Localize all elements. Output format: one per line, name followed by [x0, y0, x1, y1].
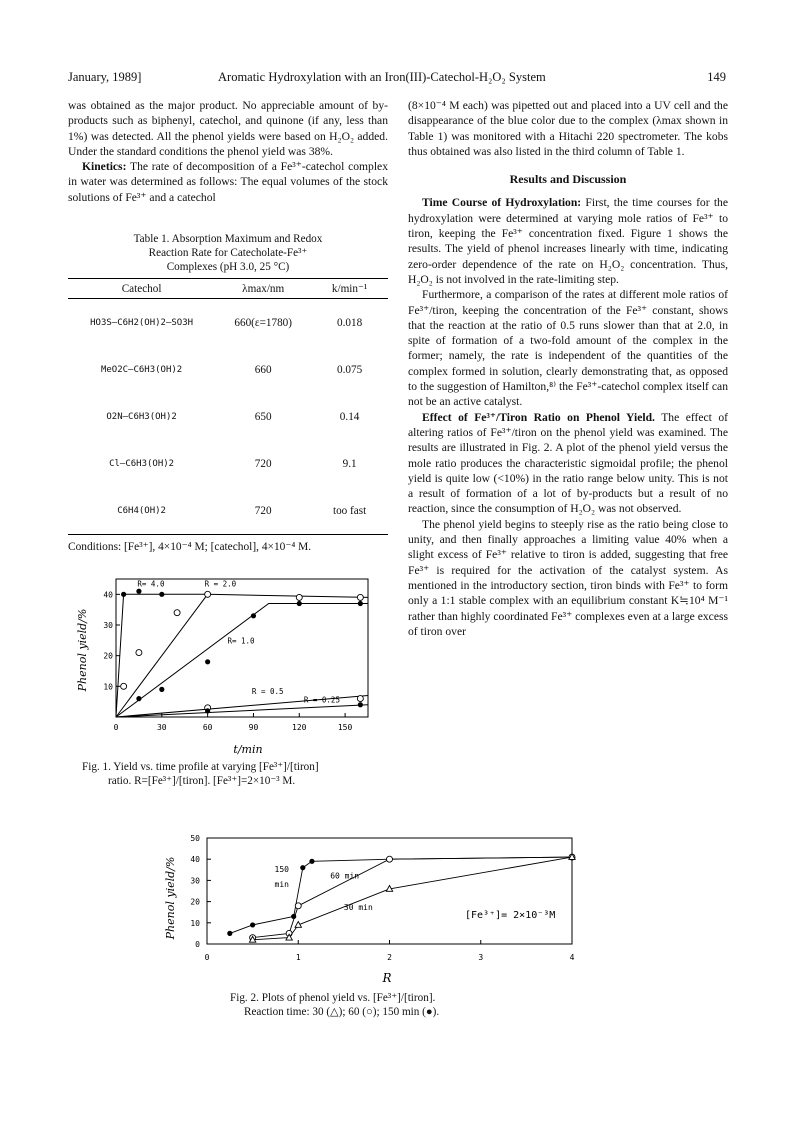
k-value: 0.018	[337, 316, 363, 329]
fig1-x-tick-label: 30	[156, 723, 167, 732]
fig2-y-tick-label: 40	[190, 855, 200, 865]
header-page-number: 149	[707, 70, 726, 84]
fig1-data-point	[159, 592, 164, 597]
comparison-paragraph: Furthermore, a comparison of the rates at different mole ratios of Fe³⁺/tiron, keeping the concentration of the Fe³⁺ constant, shows that the reaction at the ratio of 0.5 runs slower than that at 2.0, in spite of formation of a two-fold amount of the complex in the former; namely, the rate is independent of the quantities of the complex formed in solution, clearly demonstrating that, as opposed to the suggestion of Hamilton,⁸⁾ the Fe³⁺-catechol complex itself can not be an active catalyst.	[408, 288, 728, 409]
k-value: 9.1	[342, 457, 357, 470]
fig2-x-tick-label: 4	[569, 953, 575, 962]
fig1-series-label: R = 0.25	[303, 695, 340, 705]
fig1-data-point	[251, 613, 256, 618]
fig2-label-60: 60 min	[330, 871, 360, 881]
fig2-data-point	[250, 922, 255, 927]
figure-1-chart	[68, 565, 388, 760]
fig1-data-point	[297, 601, 302, 606]
fig2-y-tick-label: 10	[190, 918, 200, 928]
fig2-marks	[227, 854, 575, 942]
fig2-data-point	[227, 931, 232, 936]
fig1-x-tick-label: 90	[248, 723, 259, 732]
lambda-value: 650	[254, 410, 272, 423]
fig1-series-label: R = 0.5	[251, 687, 284, 696]
fig2-x-axis-label: R	[382, 971, 392, 985]
header-k: k/min⁻¹	[311, 279, 388, 299]
right-paragraph-1: (8×10⁻⁴ M each) was pipetted out and placed into a UV cell and the disappearance of the blue color due to the complex (λmax shown in Table 1) was monitored with a Hitachi 220 spectrometer. The kobs thus obtained was also listed in the third column of Table 1.	[408, 99, 728, 158]
fig1-data-point	[136, 589, 141, 594]
table-row	[68, 346, 388, 393]
fig1-series-label: R = 2.0	[204, 579, 237, 589]
fig1-data-point	[358, 702, 363, 707]
fig2-y-tick-label: 30	[190, 876, 200, 886]
fig1-data-point	[159, 687, 164, 692]
time-course-label: Time Course of Hydroxylation:	[422, 196, 582, 210]
k-value: too fast	[311, 487, 388, 535]
table-caption-line-1: Table 1. Absorption Maximum and Redox	[133, 233, 323, 245]
fig1-data-point	[358, 601, 363, 606]
table-header-row	[68, 279, 388, 299]
fig2-x-tick-label: 2	[387, 953, 392, 962]
fig1-x-axis-label: t/min	[233, 743, 263, 756]
fig2-data-point	[309, 859, 314, 864]
right-column	[408, 98, 728, 639]
fig2-annotation: [Fe³⁺]= 2×10⁻³M	[465, 910, 556, 921]
left-column	[68, 98, 388, 205]
fig1-data-point	[121, 592, 126, 597]
fig2-y-tick-label: 0	[195, 940, 200, 949]
time-course-paragraph	[408, 195, 728, 287]
header-catechol: Catechol	[68, 279, 215, 299]
kinetics-text: The rate of decomposition of a Fe³⁺-catechol complex in water was determined as follows: The equal volumes of the stock solutions of Fe³⁺ and a catechol	[68, 160, 388, 204]
catechol-structure: C6H4(OH)2	[68, 487, 215, 535]
figure-2-caption-line-1: Fig. 2. Plots of phenol yield vs. [Fe³⁺]/[tiron].	[230, 992, 436, 1004]
fig1-data-point	[357, 696, 363, 702]
table-caption	[68, 232, 388, 274]
header-date: January, 1989]	[68, 70, 142, 84]
fig2-y-tick-label: 20	[190, 897, 200, 907]
fig2-x-tick-label: 1	[295, 953, 301, 962]
k-value: 0.075	[337, 363, 363, 376]
header-title: Aromatic Hydroxylation with an Iron(III)-Catechol-H₂O₂ System	[218, 70, 546, 84]
fig1-y-axis-label: Phenol yield/%	[76, 608, 89, 692]
fig2-y-axis-label: Phenol yield/%	[164, 856, 177, 940]
running-header	[68, 70, 726, 88]
section-heading: Results and Discussion	[509, 172, 627, 187]
ratio-effect-paragraph	[408, 410, 728, 517]
kinetics-paragraph	[68, 159, 388, 205]
fig1-data-point	[136, 650, 142, 656]
fig1-data-point	[121, 683, 127, 689]
fig1-data-point	[174, 610, 180, 616]
fig1-data-point	[205, 659, 210, 664]
table-conditions: Conditions: [Fe³⁺], 4×10⁻⁴ M; [catechol], 4×10⁻⁴ M.	[68, 541, 312, 553]
fig1-y-tick-label: 40	[103, 590, 113, 600]
catechol-structure: O2N–C6H3(OH)2	[106, 411, 177, 422]
lambda-value: 660	[254, 363, 272, 376]
lambda-value: 720	[215, 487, 311, 535]
fig1-axes	[103, 579, 368, 732]
fig1-data-point	[205, 591, 211, 597]
fig2-data-point	[300, 865, 305, 870]
table-row	[68, 487, 388, 535]
k-value: 0.14	[339, 410, 360, 423]
header-lambda: λmax/nm	[215, 279, 311, 299]
catechol-structure: Cl–C6H3(OH)2	[109, 458, 175, 469]
catechol-structure: HO3S–C6H2(OH)2–SO3H	[90, 317, 194, 328]
table-row	[68, 393, 388, 440]
fig1-x-tick-label: 60	[202, 723, 213, 732]
kinetics-label: Kinetics:	[82, 160, 127, 174]
fig1-data-point	[357, 594, 363, 600]
fig1-y-tick-label: 10	[103, 682, 113, 692]
fig2-label-150: 150	[274, 864, 289, 874]
figure-2-caption	[230, 991, 590, 1019]
fig1-data-point	[296, 594, 302, 600]
fig1-series-label: R= 4.0	[137, 579, 165, 589]
fig2-label-30: 30 min	[343, 903, 373, 913]
fig1-x-tick-label: 0	[113, 723, 119, 732]
ratio-effect-label: Effect of Fe³⁺/Tiron Ratio on Phenol Yield.	[422, 410, 655, 424]
fig1-data-point	[205, 708, 210, 713]
fig1-marks	[116, 580, 368, 717]
left-paragraph-1: was obtained as the major product. No appreciable amount of by-products such as biphenyl, catechol, and quinone (if any, less than 1%) was detected. All the phenol yields were based on H₂O₂ added. Under the standard conditions the phenol yield was 38%.	[68, 99, 388, 158]
figure-2-chart	[160, 830, 600, 990]
table-1	[68, 232, 388, 553]
table-row	[68, 299, 388, 347]
ratio-effect-text: The effect of altering ratios of Fe³⁺/tiron on the phenol yield was examined. The results are illustrated in Fig. 2. A plot of the phenol yield versus the mole ratio produces the characteristic sigmoidal profile; the phenol yield is quite low (<10%) in the ratio range below unity. This is not a result of formation of a lot of by-products but a result of no reaction, since the consumption of H₂O₂ was not observed.	[408, 410, 728, 516]
lambda-value: 660(ε=1780)	[234, 316, 292, 329]
fig2-x-tick-label: 3	[478, 953, 484, 962]
figure-1-caption-line-2: ratio. R=[Fe³⁺]/[tiron]. [Fe³⁺]=2×10⁻³ M.	[108, 775, 296, 787]
fig2-label-150-unit: min	[274, 879, 289, 889]
phenol-yield-paragraph: The phenol yield begins to steeply rise as the ratio being close to unity, and then finally approaches a limiting value 40% when a slight excess of Fe³⁺ relative to tiron is added, suggesting that free Fe³⁺ is required for the activation of the catalyst system. As mentioned in the introductory section, tiron binds with Fe³⁺ to form only a 1:1 stable complex with an equilibrium constant K≒10⁴ M⁻¹ rather than highly coordinated Fe³⁺ complexes even at a large excess of tiron over	[408, 517, 728, 638]
fig1-series-label: R= 1.0	[227, 636, 255, 646]
catechol-structure: MeO2C–C6H3(OH)2	[100, 364, 183, 375]
figure-2-caption-line-2: Reaction time: 30 (△); 60 (○); 150 min (●).	[244, 1006, 440, 1018]
figure-1-caption-line-1: Fig. 1. Yield vs. time profile at varying [Fe³⁺]/[tiron]	[82, 761, 319, 773]
fig2-x-tick-label: 0	[204, 953, 210, 962]
fig1-x-tick-label: 120	[292, 723, 307, 732]
table-row	[68, 440, 388, 487]
table-caption-line-2: Reaction Rate for Catecholate-Fe³⁺	[148, 247, 308, 259]
time-course-text: First, the time courses for the hydroxylation were determined at varying mole ratios of Fe³⁺ to tiron, keeping the Fe³⁺ concentration fixed. Figure 1 shows the results. The yield of phenol increases linearly with time, indicating zero-order dependence of the rate on H₂O₂ concentration. Thus, H₂O₂ is not involved in the rate-limiting step.	[408, 196, 728, 286]
fig1-x-tick-label: 150	[337, 723, 353, 732]
lambda-value: 720	[254, 457, 272, 470]
fig1-data-point	[136, 696, 141, 701]
fig2-data-point	[387, 856, 393, 862]
fig1-y-tick-label: 30	[103, 621, 113, 630]
data-table	[68, 278, 388, 535]
fig2-data-point	[295, 903, 301, 909]
fig1-y-tick-label: 20	[103, 651, 113, 661]
fig2-y-tick-label: 50	[190, 834, 200, 843]
figure-1-caption	[82, 760, 392, 788]
fig2-axes	[190, 834, 574, 962]
table-caption-line-3: Complexes (pH 3.0, 25 °C)	[166, 261, 290, 273]
